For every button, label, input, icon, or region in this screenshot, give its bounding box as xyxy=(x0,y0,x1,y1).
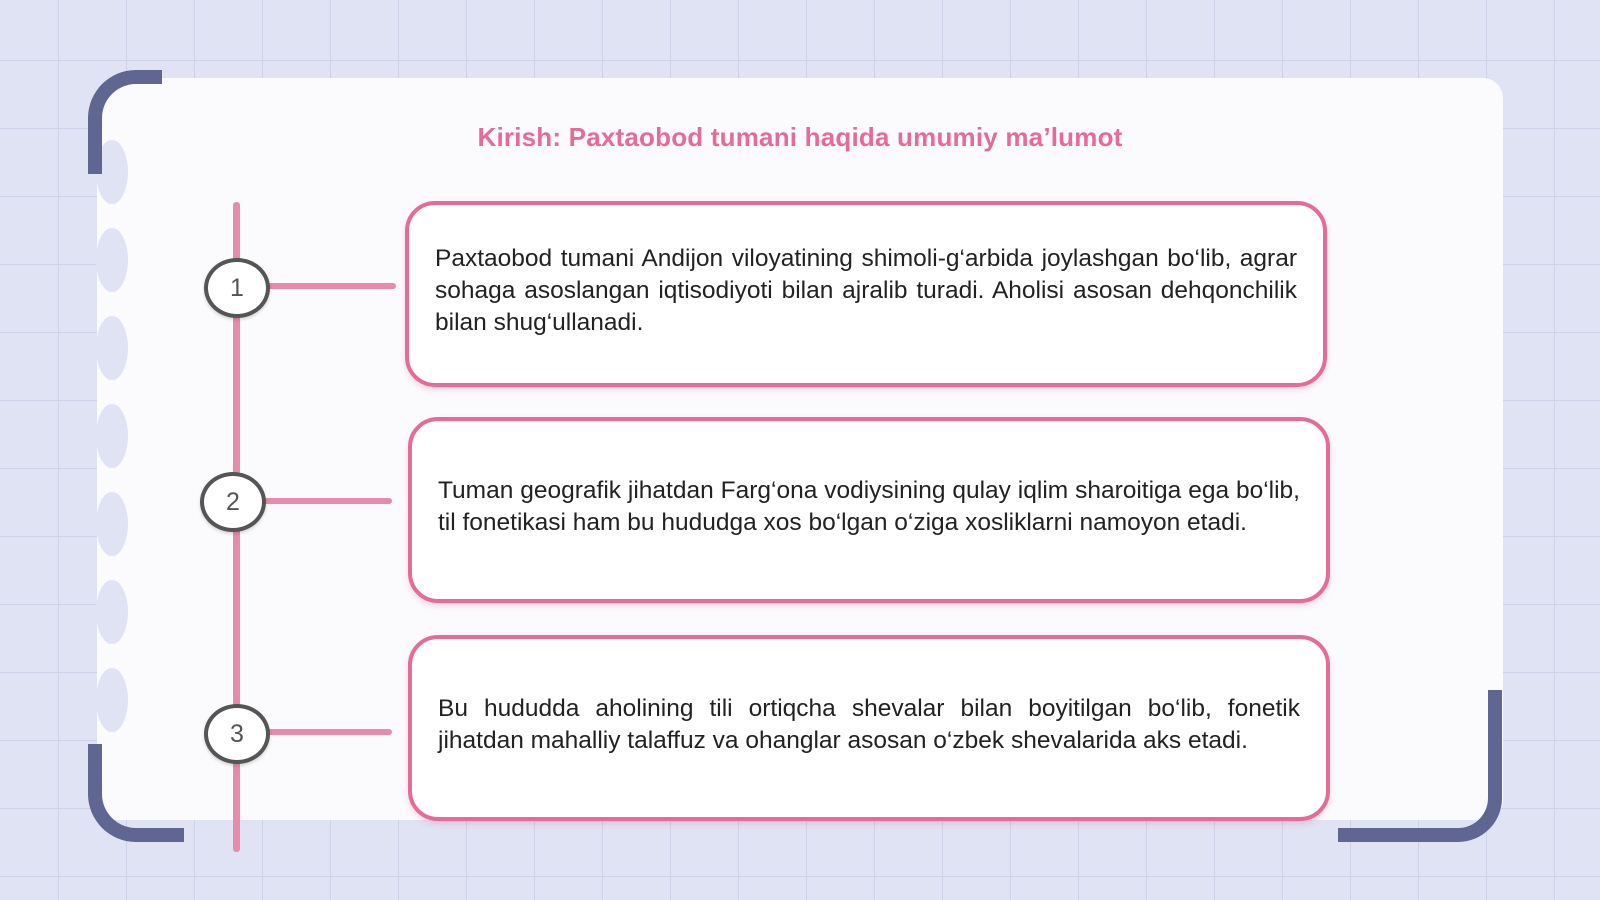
info-card xyxy=(405,201,1327,387)
info-card xyxy=(408,635,1330,821)
step-number-badge: 3 xyxy=(204,704,270,764)
scallop-decoration xyxy=(96,404,128,468)
info-card xyxy=(408,417,1330,603)
info-card-text: Tuman geografik jihatdan Farg‘ona vodiysining qulay iqlim sharoitiga ega bo‘lib, til fonetikasi ham bu hududga xos bo‘lgan o‘ziga xosliklarni namoyon etadi. xyxy=(438,477,1300,536)
step-number-badge: 1 xyxy=(204,258,270,318)
info-card-text: Paxtaobod tumani Andijon viloyatining shimoli-g‘arbida joylashgan bo‘lib, agrar sohaga asoslangan iqtisodiyoti bilan ajralib turadi. Aholisi asosan dehqonchilik bilan shug‘ullanadi. xyxy=(435,245,1297,336)
scallop-decoration xyxy=(96,580,128,644)
scallop-decoration xyxy=(96,492,128,556)
timeline-connector xyxy=(262,498,392,504)
scallop-decoration xyxy=(96,316,128,380)
scallop-decoration xyxy=(96,668,128,732)
scallop-decoration xyxy=(96,228,128,292)
step-number-badge: 2 xyxy=(200,472,266,532)
timeline-connector xyxy=(264,283,396,289)
slide-title: Kirish: Paxtaobod tumani haqida umumiy ma’lumot xyxy=(477,122,1123,152)
timeline-connector xyxy=(264,729,392,735)
frame-corner-bottom-right xyxy=(1338,690,1502,842)
info-card-text: Bu hududda aholining tili ortiqcha shevalar bilan boyitilgan bo‘lib, fonetik jihatdan mahalliy talaffuz va ohanglar asosan o‘zbek shevalarida aks etadi. xyxy=(438,695,1300,754)
frame-corner-bottom-left xyxy=(88,744,184,842)
